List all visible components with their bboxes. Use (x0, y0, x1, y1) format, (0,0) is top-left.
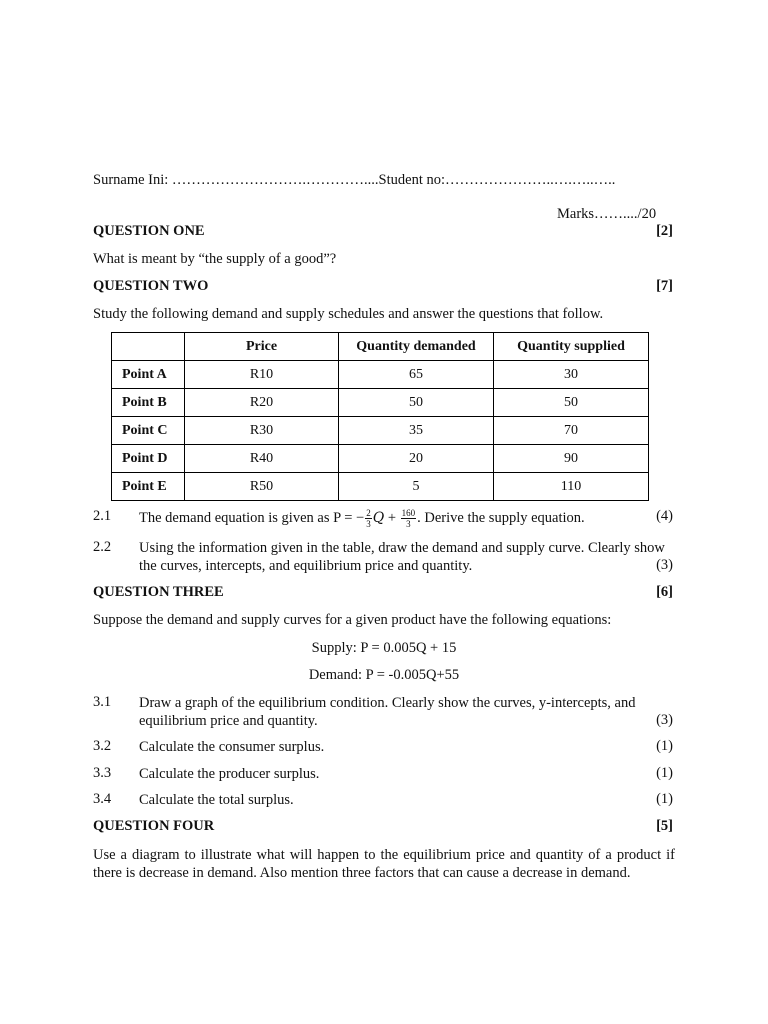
table-cell: 30 (494, 361, 649, 389)
table-cell: R20 (185, 389, 339, 417)
item-text (139, 508, 673, 529)
question-two-header (93, 278, 673, 296)
table-cell: R50 (185, 473, 339, 501)
question-item-3-4 (93, 791, 673, 809)
fraction-two-thirds (365, 508, 372, 529)
item-text: Calculate the total surplus. (139, 792, 294, 808)
question-one-title: QUESTION ONE (93, 223, 205, 239)
question-two-title: QUESTION TWO (93, 278, 209, 294)
question-one-header (93, 223, 673, 241)
item-text: Draw a graph of the equilibrium condition. Clearly show the curves, y-intercepts, and equilibrium price and quantity. (139, 695, 636, 729)
table-cell: 70 (494, 417, 649, 445)
table-cell: 50 (494, 389, 649, 417)
fraction-numerator: 2 (366, 508, 371, 518)
question-two-marks: [7] (656, 278, 673, 294)
table-row (112, 445, 649, 473)
item-number: 2.1 (93, 508, 112, 524)
table-cell: 110 (494, 473, 649, 501)
question-three-intro: Suppose the demand and supply curves for a given product have the following equations: (93, 612, 612, 628)
item-text: Calculate the consumer surplus. (139, 739, 325, 755)
table-cell: R10 (185, 361, 339, 389)
question-item-2-2 (93, 539, 673, 575)
table-cell: R30 (185, 417, 339, 445)
question-item-3-3 (93, 765, 673, 783)
fraction-denominator: 3 (406, 519, 411, 529)
equation-suffix: . Derive the supply equation. (417, 509, 585, 526)
question-three-header (93, 584, 673, 602)
table-header-row (112, 333, 649, 361)
equation-plus: + (384, 509, 400, 526)
item-number: 3.3 (93, 765, 112, 781)
table-cell: 35 (339, 417, 494, 445)
item-number: 3.4 (93, 791, 112, 807)
table-cell: 50 (339, 389, 494, 417)
question-four-marks: [5] (656, 818, 673, 834)
table-row (112, 473, 649, 501)
item-text: Using the information given in the table, draw the demand and supply curve. Clearly show the curves, intercepts, and equilibrium price and quantity. (139, 540, 665, 574)
item-number: 3.2 (93, 738, 112, 754)
table-header-cell: Quantity demanded (339, 333, 494, 361)
row-label: Point A (112, 361, 185, 389)
table-cell: 65 (339, 361, 494, 389)
table-header-cell (112, 333, 185, 361)
demand-supply-schedule-table (111, 332, 649, 501)
equation-prefix: The demand equation is given as P = − (139, 509, 365, 526)
supply-equation: Supply: P = 0.005Q + 15 (311, 640, 457, 656)
table-header-cell: Price (185, 333, 339, 361)
item-marks: (1) (656, 791, 673, 807)
table-row (112, 361, 649, 389)
question-four-text: Use a diagram to illustrate what will happen to the equilibrium price and quantity of a product if there is decrease in demand. Also mention three factors that can cause a decrease in demand. (93, 847, 675, 881)
fraction-numerator: 160 (401, 508, 416, 518)
equation-variable-q: Q (372, 509, 385, 526)
row-label: Point B (112, 389, 185, 417)
fraction-160-thirds (401, 508, 417, 529)
question-four-title: QUESTION FOUR (93, 818, 215, 834)
item-number: 3.1 (93, 694, 112, 710)
item-marks: (3) (656, 557, 673, 573)
fraction-denominator: 3 (366, 519, 371, 529)
item-marks: (1) (656, 765, 673, 781)
item-number: 2.2 (93, 539, 112, 555)
table-cell: 5 (339, 473, 494, 501)
table-row (112, 389, 649, 417)
question-three-title: QUESTION THREE (93, 584, 224, 600)
row-label: Point E (112, 473, 185, 501)
question-three-marks: [6] (656, 584, 673, 600)
table-row (112, 417, 649, 445)
question-two-intro: Study the following demand and supply schedules and answer the questions that follow. (93, 306, 604, 322)
question-one-marks: [2] (656, 223, 673, 239)
item-marks: (1) (656, 738, 673, 754)
question-one-text: What is meant by “the supply of a good”? (93, 251, 337, 267)
question-item-3-2 (93, 738, 673, 756)
question-item-3-1 (93, 694, 673, 730)
item-marks: (4) (656, 508, 673, 524)
row-label: Point C (112, 417, 185, 445)
table-cell: 20 (339, 445, 494, 473)
item-text: Calculate the producer surplus. (139, 766, 320, 782)
table-cell: R40 (185, 445, 339, 473)
table-header-cell: Quantity supplied (494, 333, 649, 361)
item-marks: (3) (656, 712, 673, 728)
demand-equation: Demand: P = -0.005Q+55 (308, 667, 460, 683)
table-cell: 90 (494, 445, 649, 473)
row-label: Point D (112, 445, 185, 473)
total-marks: Marks……..../20 (557, 206, 657, 222)
student-details-line: Surname Ini: ……………………….…………....Student no:…………………..….…..….. (93, 172, 616, 188)
question-four-header (93, 818, 673, 836)
question-item-2-1 (93, 508, 673, 528)
